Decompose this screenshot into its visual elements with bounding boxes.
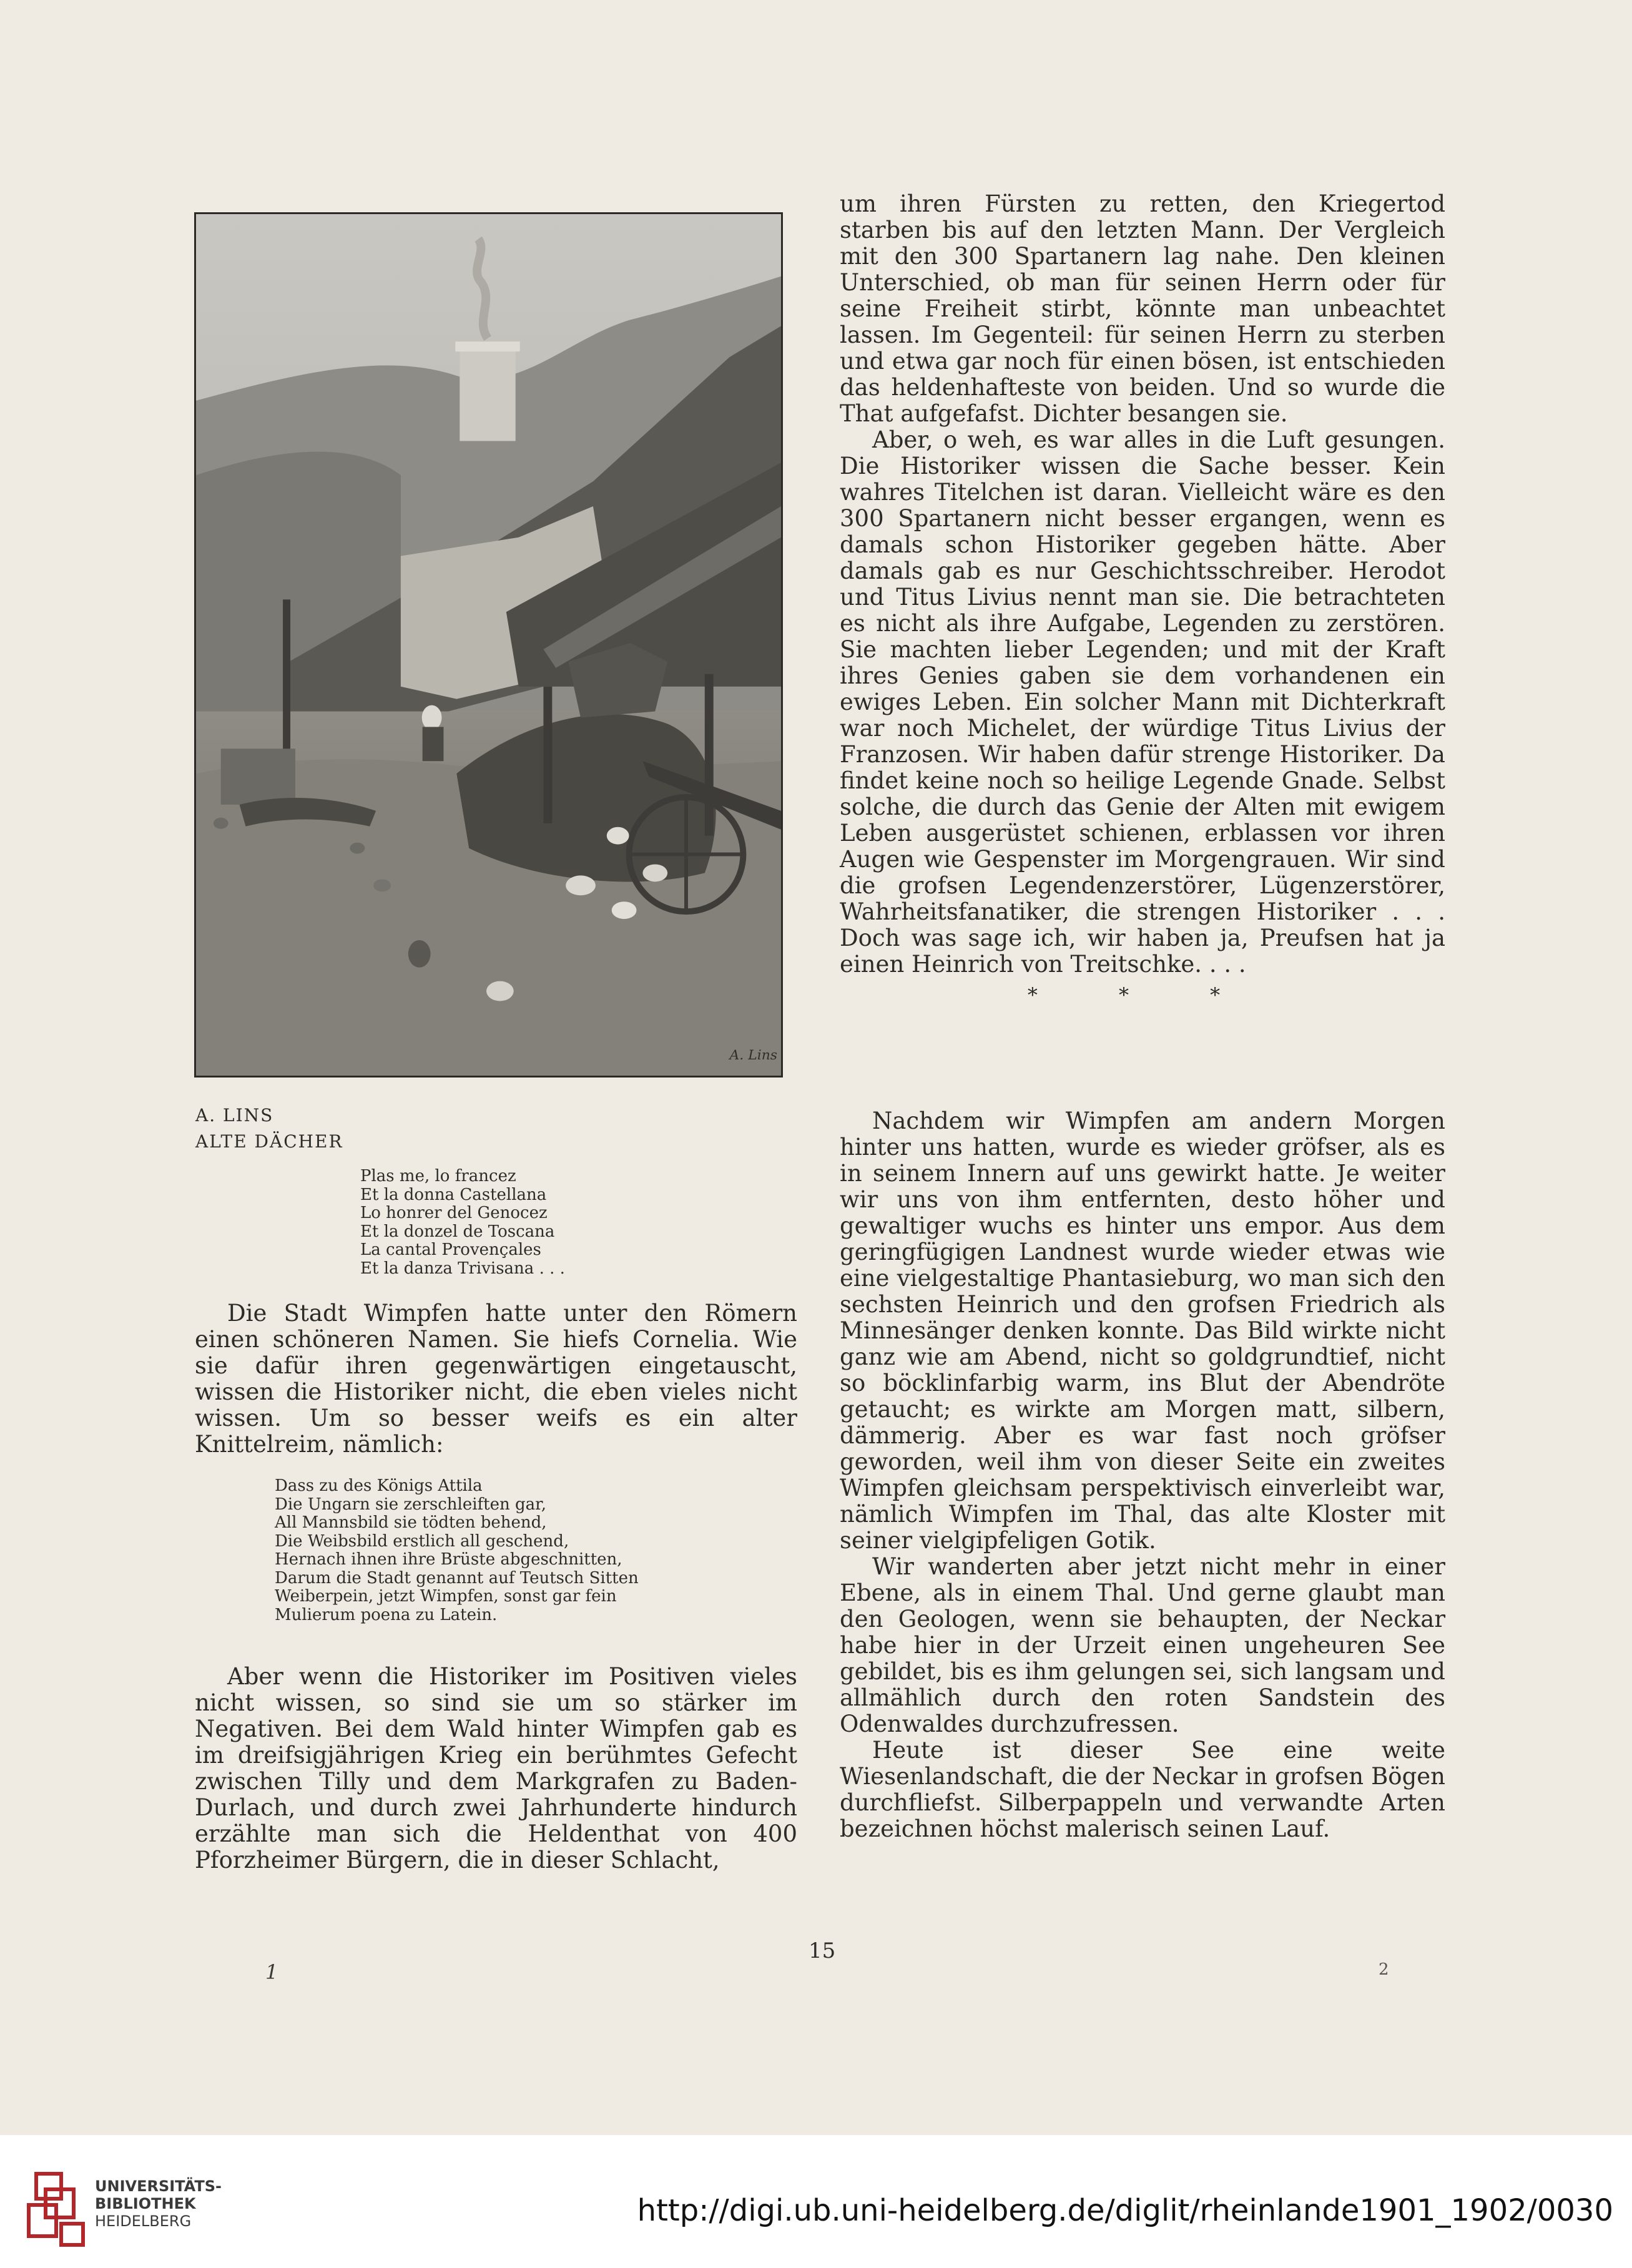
body-paragraph: Heute ist dieser See eine weite Wiesenlandschaft, die der Neckar in grofsen Bögen durchfliefst. Silberpappeln und verwandte Arten bezeichnen höchst malerisch seinen Lauf. [840, 1737, 1445, 1842]
verse-line: Die Weibsbild erstlich all geschend, [275, 1531, 569, 1551]
body-paragraph: Nachdem wir Wimpfen am andern Morgen hinter uns hatten, wurde es wieder gröfser, als es in seinem Innern auf uns gewirkt hatte. Je weiter wir uns von ihm entfernten, desto höher und gewaltiger wuchs es hinter uns empor. Aus dem geringfügigen Landnest wurde wieder etwas wie eine vielgestaltige Phantasieburg, wo man sich den sechsten Heinrich und den grofsen Friedrich als Minnesänger denken konnte. Das Bild wirkte nicht ganz wie am Abend, nicht so goldgrundtief, nicht so böcklinfarbig warm, ins Blut der Abendröte getaucht; es wirkte am Morgen matt, silbern, dämmerig. Aber es war fast noch gröfser geworden, weil ihm von dieser Seite ein zweites Wimpfen gleichsam perspektivisch einverleibt war, nämlich Wimpfen im Thal, das alte Kloster mit seiner vielgipfeligen Gotik. [840, 1107, 1445, 1554]
signature-mark-left: 1 [265, 1960, 278, 1984]
svg-text:A. Lins: A. Lins [729, 1048, 777, 1064]
library-name-line: BIBLIOTHEK [95, 2195, 196, 2212]
signature-mark-right: 2 [1379, 1960, 1389, 1979]
body-paragraph: Wir wanderten aber jetzt nicht mehr in einer Ebene, als in einem Thal. Und gerne glaubt man den Geologen, wenn sie behaupten, der Neckar habe hier in der Urzeit einen ungeheuren See gebildet, bis es ihm gelungen sei, sich langsam und allmählich durch den roten Sandstein des Odenwaldes durchzufressen. [840, 1553, 1445, 1737]
farmhouse-engraving [196, 214, 781, 1076]
left-column-top [195, 1300, 797, 1458]
page-number: 15 [809, 1938, 836, 1963]
epigraph-verse [360, 1167, 672, 1278]
verse-line: Mulierum poena zu Latein. [275, 1605, 498, 1624]
illustration-alte-daecher [194, 212, 783, 1078]
verse-line: Darum die Stadt genannt auf Teutsch Sitten [275, 1568, 639, 1588]
illustration-title: ALTE DÄCHER [195, 1131, 343, 1152]
library-name-line: HEIDELBERG [95, 2212, 192, 2230]
left-column-bottom [195, 1664, 797, 1873]
verse-line: Weiberpein, jetzt Wimpfen, sonst gar fein [275, 1587, 617, 1606]
verse-line: Lo honrer del Genocez [360, 1204, 548, 1222]
illustration-artist: A. LINS [195, 1105, 274, 1126]
knittelreim-verse [275, 1477, 787, 1624]
body-paragraph: Die Stadt Wimpfen hatte unter den Römern einen schöneren Namen. Sie hiefs Cornelia. Wie sie dafür ihren gegenwärtigen eingetauscht, wissen die Historiker nicht, die eben vieles nicht wissen. Um so besser weifs es ein alter Knittelreim, nämlich: [195, 1300, 797, 1458]
verse-line: Hernach ihnen ihre Brüste abgeschnitten, [275, 1550, 622, 1569]
verse-line: Die Ungarn sie zerschleiften gar, [275, 1495, 546, 1514]
section-divider: * * * [1027, 983, 1258, 1007]
verse-line: Plas me, lo francez [360, 1167, 516, 1186]
body-paragraph: Aber, o weh, es war alles in die Luft gesungen. Die Historiker wissen die Sache besser. Kein wahres Titelchen ist daran. Vielleicht wäre es den 300 Spartanern nicht besser ergangen, wenn es damals schon Historiker gegeben hätte. Aber damals gab es nur Geschichtsschreiber. Herodot und Titus Livius nennt man sie. Die betrachteten es nicht als ihre Aufgabe, Legenden zu zerstören. Sie machten lieber Legenden; und mit der Kraft ihres Genies gaben sie dem vorhandenen ein ewiges Leben. Ein solcher Mann mit Dichterkraft war noch Michelet, der würdige Titus Livius der Franzosen. Wir haben dafür strenge Historiker. Da findet keine noch so heilige Legende Gnade. Selbst solche, die durch das Genie der Alten mit ewigem Leben ausgerüstet schienen, erblassen vor ihren Augen wie Gespenster im Morgengrauen. Wir sind die grofsen Legendenzerstörer, Lügenzerstörer, Wahrheitsfanatiker, die strengen Historiker . . . Doch was sage ich, wir haben ja, Preufsen hat ja einen Heinrich von Treitschke. . . . [840, 426, 1445, 978]
library-footer [0, 2135, 1632, 2268]
body-paragraph: Aber wenn die Historiker im Positiven vieles nicht wissen, so sind sie um so stärker im Negativen. Bei dem Wald hinter Wimpfen gab es im dreifsigjährigen Krieg ein berühmtes Gefecht zwischen Tilly und dem Markgrafen zu Baden-Durlach, und durch zwei Jahrhunderte hindurch erzählte man sich die Heldenthat von 400 Pforzheimer Bürgern, die in dieser Schlacht, [195, 1663, 797, 1873]
source-url-link[interactable]: http://digi.ub.uni-heidelberg.de/diglit/rheinlande1901_1902/0030 [637, 2193, 1613, 2228]
verse-line: La cantal Provençales [360, 1240, 541, 1259]
right-column-top [840, 191, 1445, 1035]
library-name-line: UNIVERSITÄTS- [95, 2177, 222, 2195]
right-column-bottom [840, 1108, 1445, 1842]
verse-line: Et la donzel de Toscana [360, 1222, 555, 1241]
university-library-logo-icon [24, 2167, 87, 2249]
body-paragraph: um ihren Fürsten zu retten, den Kriegertod starben bis auf den letzten Mann. Der Vergleich mit den 300 Spartanern lag nahe. Den kleinen Unterschied, ob man für seinen Herrn oder für seine Freiheit stirbt, könnte man unbeachtet lassen. Im Gegenteil: für seinen Herrn zu sterben und etwa gar noch für einen bösen, ist entschieden das heldenhafteste von beiden. Und so wurde die That aufgefafst. Dichter besangen sie. [840, 190, 1445, 427]
verse-line: All Mannsbild sie tödten behend, [275, 1513, 547, 1532]
verse-line: Et la donna Castellana [360, 1185, 547, 1204]
verse-line: Et la danza Trivisana . . . [360, 1259, 565, 1278]
verse-line: Dass zu des Königs Attila [275, 1476, 483, 1495]
university-library-name [95, 2177, 222, 2230]
